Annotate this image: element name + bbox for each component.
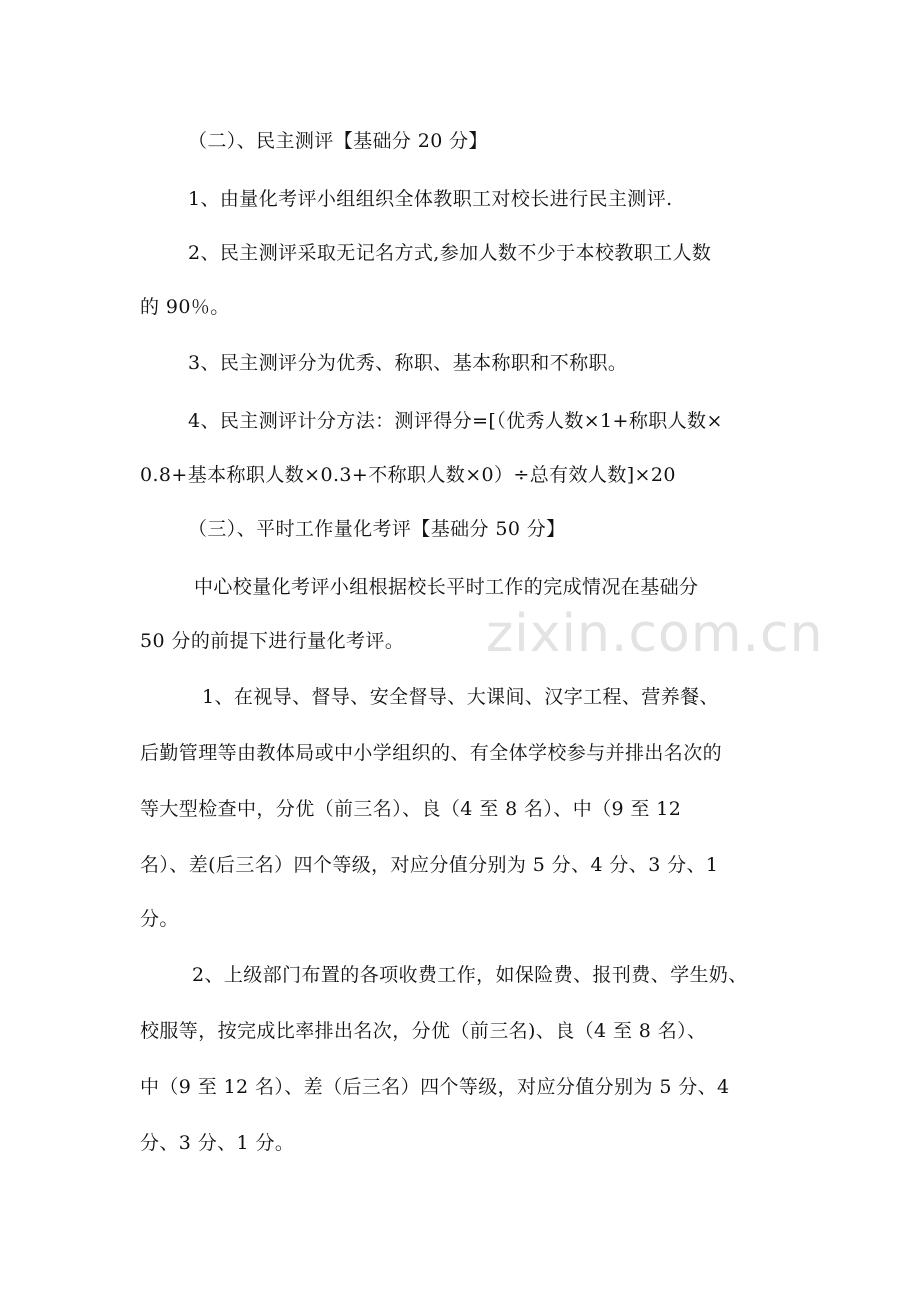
paragraph-line: 后勤管理等由教体局或中小学组织的、有全体学校参与并排出名次的	[140, 742, 723, 764]
paragraph-line: 1、在视导、督导、安全督导、大课间、汉字工程、营养餐、	[202, 686, 719, 708]
paragraph-line: 0.8+基本称职人数×0.3+不称职人数×0）÷总有效人数]×20	[140, 464, 676, 486]
paragraph-line: 分、3 分、1 分。	[140, 1132, 295, 1154]
section-heading-daily-work-evaluation: （三）、平时工作量化考评【基础分 50 分】	[188, 518, 566, 540]
watermark: zixin.com.cn	[486, 604, 824, 664]
paragraph-line: 的 90％。	[140, 296, 230, 318]
paragraph-line: 2、上级部门布置的各项收费工作，如保险费、报刊费、学生奶、	[192, 964, 748, 986]
paragraph-line: 中（9 至 12 名）、差（后三名）四个等级，对应分值分别为 5 分、4	[140, 1076, 730, 1098]
paragraph-line: 4、民主测评计分方法：测评得分=[（优秀人数×1+称职人数×	[188, 410, 723, 432]
paragraph-line: 50 分的前提下进行量化考评。	[140, 630, 405, 652]
paragraph-line: 2、民主测评采取无记名方式,参加人数不少于本校教职工人数	[188, 242, 712, 264]
paragraph-line: 等大型检查中，分优（前三名）、良（4 至 8 名）、中（9 至 12	[140, 798, 682, 820]
paragraph-line: 中心校量化考评小组根据校长平时工作的完成情况在基础分	[194, 576, 699, 598]
paragraph-line: 3、民主测评分为优秀、称职、基本称职和不称职。	[188, 352, 628, 374]
paragraph-line: 校服等，按完成比率排出名次，分优（前三名)、良（4 至 8 名）、	[140, 1020, 707, 1042]
section-heading-democratic-evaluation: （二）、民主测评【基础分 20 分】	[188, 130, 488, 152]
paragraph-line: 1、由量化考评小组组织全体教职工对校长进行民主测评.	[188, 188, 673, 210]
paragraph-line: 名）、差(后三名）四个等级，对应分值分别为 5 分、4 分、3 分、1	[140, 854, 719, 876]
paragraph-line: 分。	[140, 908, 179, 930]
